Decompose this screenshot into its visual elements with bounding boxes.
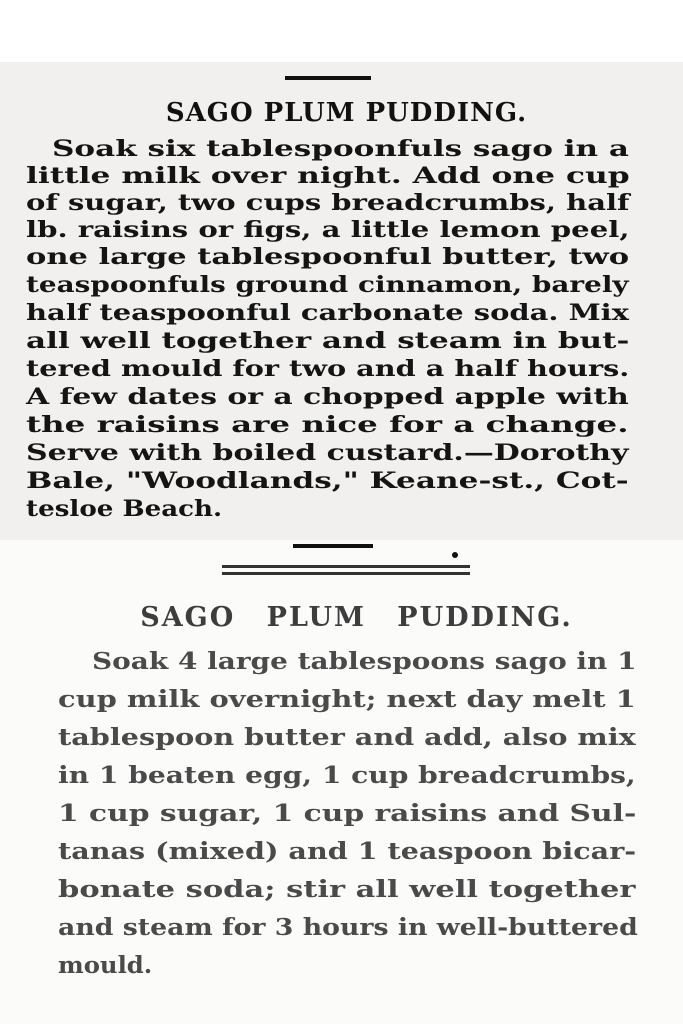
- recipe-title: SAGO PLUM PUDDING.: [165, 98, 528, 128]
- recipe-line: little milk over night. Add one cup: [26, 163, 630, 189]
- recipe-line: cup milk overnight; next day melt 1: [58, 686, 636, 713]
- recipe-line: and steam for 3 hours in well-buttered: [58, 914, 638, 941]
- recipe-title: SAGO PLUM PUDDING.: [140, 602, 573, 633]
- recipe-line: bonate soda; stir all well together: [58, 876, 636, 903]
- recipe-line: Soak six tablespoonfuls sago in a: [52, 136, 629, 162]
- recipe-line: lb. raisins or figs, a little lemon peel,: [26, 217, 630, 243]
- recipe-line: teaspoonfuls ground cinnamon, barely: [26, 272, 629, 298]
- recipe-line: A few dates or a chopped apple with: [26, 384, 629, 410]
- recipe-line: in 1 beaten egg, 1 cup breadcrumbs,: [58, 762, 636, 789]
- recipe-line: tanas (mixed) and 1 teaspoon bicar-: [58, 838, 637, 865]
- recipe-line: 1 cup sugar, 1 cup raisins and Sul-: [58, 800, 637, 827]
- recipe-line: tered mould for two and a half hours.: [26, 356, 630, 382]
- recipe-line: mould.: [58, 952, 153, 979]
- recipe-line: Serve with boiled custard.—Dorothy: [26, 440, 629, 466]
- recipe-line: tablespoon butter and add, also mix: [58, 724, 636, 751]
- recipe-line: one large tablespoonful butter, two: [26, 244, 630, 270]
- double-rule-bottom: [222, 572, 470, 575]
- recipe-line: of sugar, two cups breadcrumbs, half: [26, 190, 630, 216]
- recipe-line: the raisins are nice for a change.: [26, 412, 629, 438]
- clipping-2: [0, 540, 683, 1024]
- recipe-line: tesloe Beach.: [26, 496, 223, 522]
- recipe-line: all well together and steam in but-: [26, 328, 630, 354]
- recipe-line: Soak 4 large tablespoons sago in 1: [92, 648, 637, 675]
- recipe-line: Bale, "Woodlands," Keane-st., Cot-: [26, 468, 629, 494]
- separator-rule: [285, 76, 371, 80]
- double-rule-top: [222, 565, 470, 568]
- clipping-1: [0, 62, 683, 540]
- separator-rule: [293, 544, 373, 548]
- ink-dot: [452, 552, 458, 558]
- recipe-line: half teaspoonful carbonate soda. Mix: [26, 300, 629, 326]
